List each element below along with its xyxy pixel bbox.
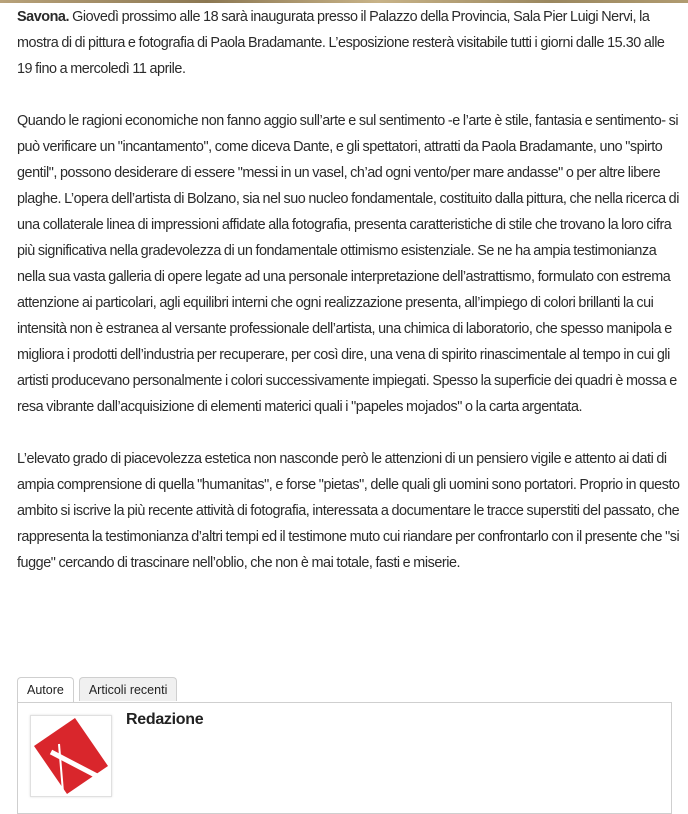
article-paragraph-3: L’elevato grado di piacevolezza estetica non nasconde però le attenzioni di un pensiero vigile e attento ai dati di ampia comprensione di quella "humanitas", e forse "pietas", delle quali gli uomini sono portatori. Proprio in questo ambito si iscrive la più recente attività di fotografia, interessata a documentare le tracce superstiti del passato, che rappresenta la testimonianza d’altri tempi ed il testimone muto cui riandare per confrontarlo con il presente che "si fugge" cercando di trascinare nell’oblio, che non è mai totale, fasti e miserie. (17, 451, 680, 571)
place-name: Savona. (17, 9, 70, 25)
tab-autore[interactable]: Autore (17, 677, 74, 702)
author-box-tabs (17, 677, 672, 702)
red-diamond-logo-icon (31, 716, 111, 796)
header-image-strip (0, 0, 688, 3)
article-paragraph-2: Quando le ragioni economiche non fanno aggio sull’arte e sul sentimento -e l’arte è stile, fantasia e sentimento- si può verificare un "incantamento", come diceva Dante, e gli spettatori, attratti da Paola Bradamante, uno "spirto gentil", possono desiderare di essere "messi in un vasel, ch’ad ogni vento/per mare andasse" o per altre libere plaghe. L’opera dell’artista di Bolzano, sia nel suo nucleo fondamentale, costituito dalla pittura, che nella ricerca di una collaterale linea di impressioni affidate alla fotografia, presenta caratteristiche di stile che trovano la loro cifra più significativa nella gradevolezza di un fondamentale ottimismo esistenziale. Se ne ha ampia testimonianza nella sua vasta galleria di opere legate ad una personale interpretazione dell’astrattismo, formulato con estrema attenzione ai particolari, agli equilibri interni che ogni realizzazione presenta, all’impiego di colori brillanti la cui intensità non è estranea al versante professionale dell’artista, una chimica di laboratorio, che spesso manipola e migliora i prodotti dell’industria per recuperare, per così dire, una vena di spirito rinascimentale al tempo in cui gli artisti producevano personalmente i colori successivamente impiegati. Spesso la superficie dei quadri è mossa e resa vibrante dall’acquisizione di elementi materici quali i "papeles mojados" o la carta argentata. (17, 113, 679, 415)
tab-articoli-recenti[interactable]: Articoli recenti (79, 677, 178, 701)
paragraph-1-text: Giovedì prossimo alle 18 sarà inaugurata presso il Palazzo della Provincia, Sala Pier Luigi Nervi, la mostra di di pittura e fotografia di Paola Bradamante. L’esposizione resterà visitabile tutti i giorni dalle 15.30 alle 19 fino a mercoledì 11 aprile. (17, 9, 665, 77)
author-name[interactable]: Redazione (126, 711, 204, 728)
article-body (17, 4, 682, 602)
author-box (17, 677, 672, 814)
avatar[interactable] (30, 715, 112, 797)
article-paragraph-1 (17, 4, 682, 82)
author-panel (17, 702, 672, 814)
